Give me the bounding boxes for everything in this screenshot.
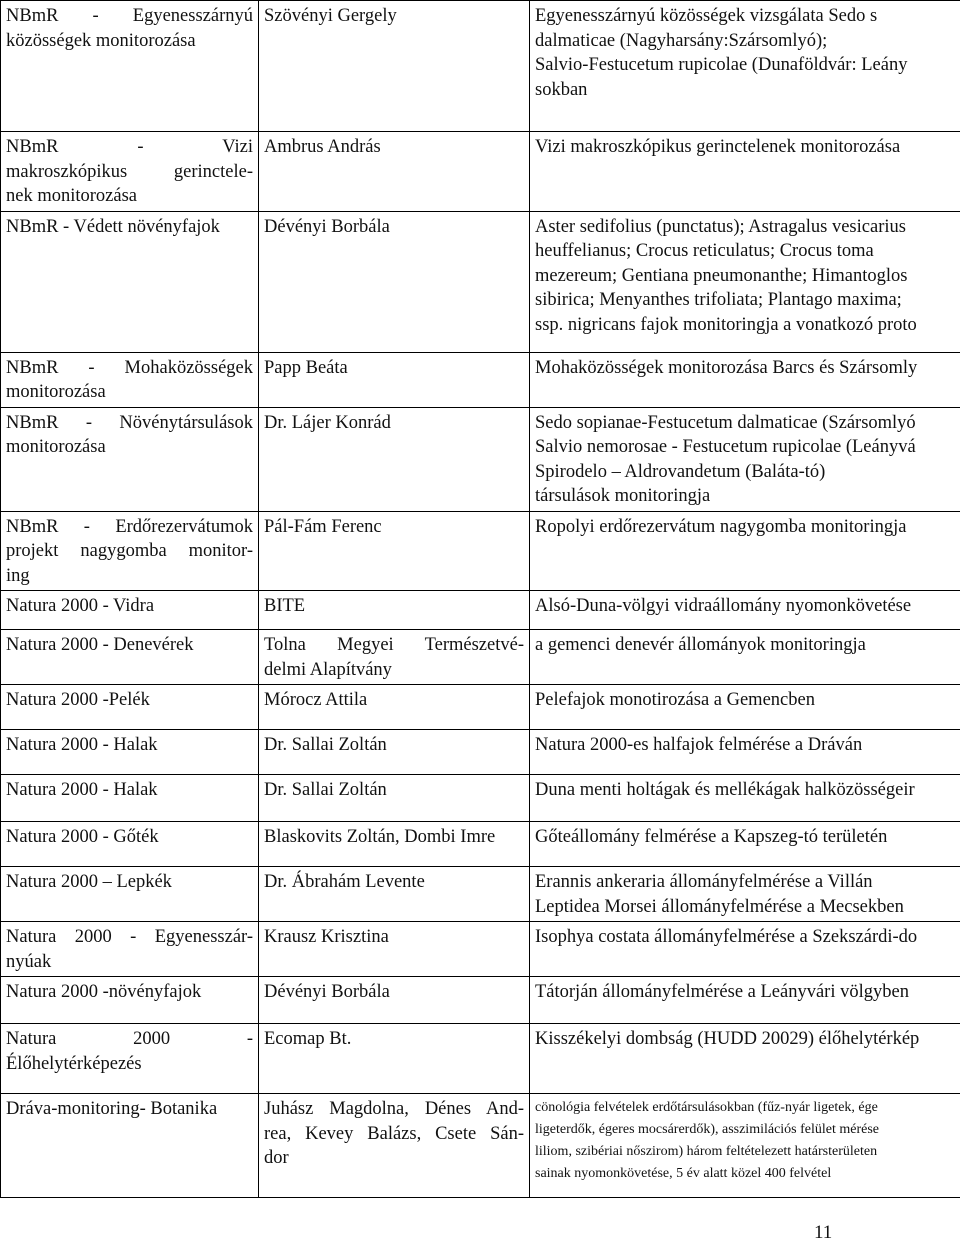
project-cell	[1, 685, 259, 730]
table-row	[1, 685, 960, 730]
person-cell	[259, 352, 530, 407]
person-text-line: Dévényi Borbála	[264, 215, 524, 240]
task-cell	[530, 867, 960, 922]
table-row	[1, 591, 960, 630]
table-row	[1, 630, 960, 685]
task-text-line: liliom, szibériai nőszirom) három feltételezett határsterületen	[535, 1141, 957, 1163]
project-text-line: NBmR - Vizi	[6, 135, 253, 160]
task-cell	[530, 822, 960, 867]
project-cell	[1, 977, 259, 1024]
person-text-line: Dévényi Borbála	[264, 980, 524, 1005]
task-text-line: Natura 2000-es halfajok felmérése a Dráván	[535, 733, 957, 758]
table-row	[1, 822, 960, 867]
project-text-line: nek monitorozása	[6, 184, 253, 209]
task-text-line: Vizi makroszkópikus gerinctelenek monitorozása	[535, 135, 957, 160]
task-cell	[530, 922, 960, 977]
task-cell	[530, 1, 960, 132]
project-text-line: makroszkópikus gerinctele-	[6, 160, 253, 185]
person-text-line: Juhász Magdolna, Dénes And-	[264, 1097, 524, 1122]
project-text-line: monitorozása	[6, 435, 253, 460]
project-text-line: Élőhelytérképezés	[6, 1052, 253, 1077]
project-text-line: NBmR - Védett növényfajok	[6, 215, 253, 240]
project-cell	[1, 775, 259, 822]
task-text-line: Duna menti holtágak és mellékágak halközösségeir	[535, 778, 957, 803]
task-cell	[530, 132, 960, 212]
person-text-line: Krausz Krisztina	[264, 925, 524, 950]
project-text-line: NBmR - Mohaközösségek	[6, 356, 253, 381]
person-cell	[259, 1024, 530, 1094]
project-text-line: ing	[6, 564, 253, 589]
table-row	[1, 922, 960, 977]
project-text-line: NBmR - Növénytársulások	[6, 411, 253, 436]
task-text-line: Ropolyi erdőrezervátum nagygomba monitoringja	[535, 515, 957, 540]
task-text-line: Isophya costata állományfelmérése a Szekszárdi-do	[535, 925, 957, 950]
table-row	[1, 775, 960, 822]
person-cell	[259, 977, 530, 1024]
task-cell	[530, 630, 960, 685]
task-text-line: Tátorján állományfelmérése a Leányvári völgyben	[535, 980, 957, 1005]
task-cell	[530, 1094, 960, 1198]
task-text-line: ligeterdők, égeres mocsárerdők), asszimilációs felület mérése	[535, 1119, 957, 1141]
task-text-line: Leptidea Morsei állományfelmérése a Mecsekben	[535, 895, 957, 920]
project-text-line: Natura 2000 - Denevérek	[6, 633, 253, 658]
task-text-line: sokban	[535, 78, 957, 103]
project-cell	[1, 1, 259, 132]
task-text-line: Aster sedifolius (punctatus); Astragalus vesicarius	[535, 215, 957, 240]
person-text-line: delmi Alapítvány	[264, 658, 524, 683]
project-text-line: Dráva-monitoring- Botanika	[6, 1097, 253, 1122]
person-text-line: Dr. Sallai Zoltán	[264, 778, 524, 803]
task-cell	[530, 685, 960, 730]
project-cell	[1, 132, 259, 212]
project-text-line: Natura 2000 -növényfajok	[6, 980, 253, 1005]
project-text-line: nyúak	[6, 950, 253, 975]
task-cell	[530, 591, 960, 630]
project-text-line: projekt nagygomba monitor-	[6, 539, 253, 564]
task-text-line: ssp. nigricans fajok monitoringja a vonatkozó proto	[535, 313, 957, 338]
task-text-line: heuffelianus; Crocus reticulatus; Crocus toma	[535, 239, 957, 264]
table-row	[1, 1094, 960, 1198]
person-text-line: Tolna Megyei Természetvé-	[264, 633, 524, 658]
table-row	[1, 867, 960, 922]
project-cell	[1, 407, 259, 511]
task-text-line: sibirica; Menyanthes trifoliata; Plantago maxima;	[535, 288, 957, 313]
person-text-line: dor	[264, 1146, 524, 1171]
person-text-line: Blaskovits Zoltán, Dombi Imre	[264, 825, 524, 850]
task-text-line: sainak nyomonkövetése, 5 év alatt közel 400 felvétel	[535, 1163, 957, 1185]
task-text-line: a gemenci denevér állományok monitoringja	[535, 633, 957, 658]
person-cell	[259, 775, 530, 822]
project-text-line: Natura 2000 - Gőték	[6, 825, 253, 850]
task-text-line: Sedo sopianae-Festucetum dalmaticae (Szársomlyó	[535, 411, 957, 436]
project-cell	[1, 1024, 259, 1094]
project-cell	[1, 211, 259, 352]
task-cell	[530, 511, 960, 591]
table-row	[1, 352, 960, 407]
person-cell	[259, 922, 530, 977]
person-text-line: Ecomap Bt.	[264, 1027, 524, 1052]
page-number: 11	[814, 1222, 832, 1244]
project-cell	[1, 822, 259, 867]
person-cell	[259, 511, 530, 591]
task-cell	[530, 775, 960, 822]
person-cell	[259, 591, 530, 630]
table-row	[1, 511, 960, 591]
person-text-line: Szövényi Gergely	[264, 4, 524, 29]
person-cell	[259, 1094, 530, 1198]
person-cell	[259, 685, 530, 730]
task-text-line: Pelefajok monotirozása a Gemencben	[535, 688, 957, 713]
project-text-line: Natura 2000 -	[6, 1027, 253, 1052]
table-row	[1, 211, 960, 352]
project-cell	[1, 867, 259, 922]
project-cell	[1, 1094, 259, 1198]
person-text-line: Dr. Lájer Konrád	[264, 411, 524, 436]
task-text-line: Erannis ankeraria állományfelmérése a Villán	[535, 870, 957, 895]
project-text-line: Natura 2000 - Vidra	[6, 594, 253, 619]
project-text-line: Natura 2000 -Pelék	[6, 688, 253, 713]
project-text-line: NBmR - Erdőrezervátumok	[6, 515, 253, 540]
task-cell	[530, 352, 960, 407]
task-cell	[530, 407, 960, 511]
person-text-line: Dr. Ábrahám Levente	[264, 870, 524, 895]
person-text-line: Ambrus András	[264, 135, 524, 160]
task-cell	[530, 211, 960, 352]
person-text-line: Dr. Sallai Zoltán	[264, 733, 524, 758]
project-cell	[1, 922, 259, 977]
project-cell	[1, 591, 259, 630]
task-cell	[530, 977, 960, 1024]
table-row	[1, 1, 960, 132]
project-text-line: Natura 2000 - Halak	[6, 778, 253, 803]
person-cell	[259, 867, 530, 922]
project-cell	[1, 352, 259, 407]
person-cell	[259, 730, 530, 775]
person-cell	[259, 822, 530, 867]
project-text-line: NBmR - Egyenesszárnyú	[6, 4, 253, 29]
table-row	[1, 407, 960, 511]
task-text-line: dalmaticae (Nagyharsány:Szársomlyó);	[535, 29, 957, 54]
project-cell	[1, 630, 259, 685]
person-cell	[259, 407, 530, 511]
task-text-line: Salvio-Festucetum rupicolae (Dunaföldvár: Leány	[535, 53, 957, 78]
person-cell	[259, 630, 530, 685]
project-text-line: Natura 2000 - Halak	[6, 733, 253, 758]
person-cell	[259, 211, 530, 352]
person-text-line: Pál-Fám Ferenc	[264, 515, 524, 540]
task-text-line: Gőteállomány felmérése a Kapszeg-tó területén	[535, 825, 957, 850]
person-text-line: Papp Beáta	[264, 356, 524, 381]
project-text-line: Natura 2000 - Egyenesszár-	[6, 925, 253, 950]
task-cell	[530, 1024, 960, 1094]
person-cell	[259, 132, 530, 212]
project-text-line: monitorozása	[6, 380, 253, 405]
task-text-line: Mohaközösségek monitorozása Barcs és Szársomly	[535, 356, 957, 381]
task-text-line: társulások monitoringja	[535, 484, 957, 509]
table-row	[1, 977, 960, 1024]
table-row	[1, 1024, 960, 1094]
table-body	[1, 1, 960, 1198]
project-cell	[1, 511, 259, 591]
task-text-line: mezereum; Gentiana pneumonanthe; Himantoglos	[535, 264, 957, 289]
project-text-line: közösségek monitorozása	[6, 29, 253, 54]
person-text-line: Mórocz Attila	[264, 688, 524, 713]
person-text-line: rea, Kevey Balázs, Csete Sán-	[264, 1122, 524, 1147]
task-text-line: Kisszékelyi dombság (HUDD 20029) élőhelytérkép	[535, 1027, 957, 1052]
task-cell	[530, 730, 960, 775]
task-text-line: Salvio nemorosae - Festucetum rupicolae (Leányvá	[535, 435, 957, 460]
person-text-line: BITE	[264, 594, 524, 619]
task-text-line: Egyenesszárnyú közösségek vizsgálata Sedo s	[535, 4, 957, 29]
table-row	[1, 132, 960, 212]
task-text-line: Spirodelo – Aldrovandetum (Baláta-tó)	[535, 460, 957, 485]
project-cell	[1, 730, 259, 775]
table-row	[1, 730, 960, 775]
task-text-line: Alsó-Duna-völgyi vidraállomány nyomonkövetése	[535, 594, 957, 619]
project-text-line: Natura 2000 – Lepkék	[6, 870, 253, 895]
person-cell	[259, 1, 530, 132]
task-text-line: cönológia felvételek erdőtársulásokban (fűz-nyár ligetek, ége	[535, 1097, 957, 1119]
